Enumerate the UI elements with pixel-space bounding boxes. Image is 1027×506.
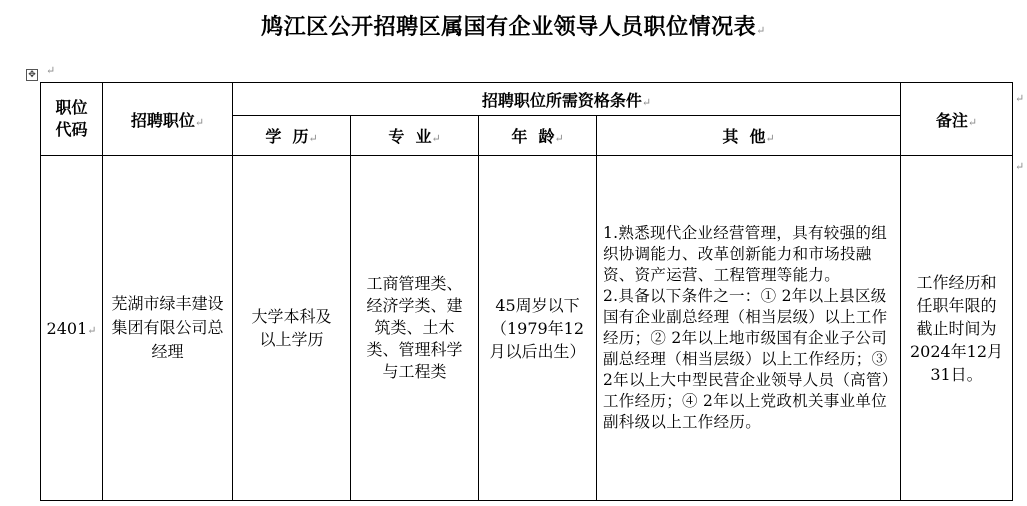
table-move-handle-icon[interactable]: ✥ xyxy=(26,69,38,81)
header-education: 学 历↵ xyxy=(233,116,351,156)
header-code: 职位代码 xyxy=(41,83,103,156)
cell-remarks: 工作经历和任职年限的截止时间为2024年12月31日。 xyxy=(901,156,1013,501)
header-requirements-group: 招聘职位所需资格条件↵ xyxy=(233,83,901,116)
paragraph-mark-row2: ↵ xyxy=(1015,160,1025,173)
paragraph-mark-row1: ↵ xyxy=(1015,92,1025,105)
cell-age: 45周岁以下（1979年12月以后出生） xyxy=(479,156,597,501)
cell-education: 大学本科及以上学历 xyxy=(233,156,351,501)
header-remarks: 备注↵ xyxy=(901,83,1013,156)
paragraph-mark: ↵ xyxy=(46,64,56,77)
page-title: 鸠江区公开招聘区属国有企业领导人员职位情况表↵ xyxy=(261,14,766,40)
cell-code: 2401↵ xyxy=(41,156,103,501)
cell-other: 1.熟悉现代企业经营管理，具有较强的组织协调能力、改革创新能力和市场投融资、资产运营、工程管理等能力。 2.具备以下条件之一：① 2年以上县区级国有企业副总经理（相当层级）以上工作经历；② 2年以上地市级国有企业子公司副总经理（相当层级）以上工作经历；③ 2年以上大中型民营企业领导人员（高管）工作经历；④ 2年以上党政机关事业单位副科级以上工作经历。 xyxy=(597,156,901,501)
positions-table xyxy=(40,82,1013,501)
header-age: 年 龄↵ xyxy=(479,116,597,156)
header-position: 招聘职位↵ xyxy=(103,83,233,156)
header-major: 专 业↵ xyxy=(351,116,479,156)
cell-position: 芜湖市绿丰建设集团有限公司总经理 xyxy=(103,156,233,501)
cell-major: 工商管理类、经济学类、建筑类、土木类、管理科学与工程类 xyxy=(351,156,479,501)
header-other: 其 他↵ xyxy=(597,116,901,156)
table-row xyxy=(41,156,1013,501)
